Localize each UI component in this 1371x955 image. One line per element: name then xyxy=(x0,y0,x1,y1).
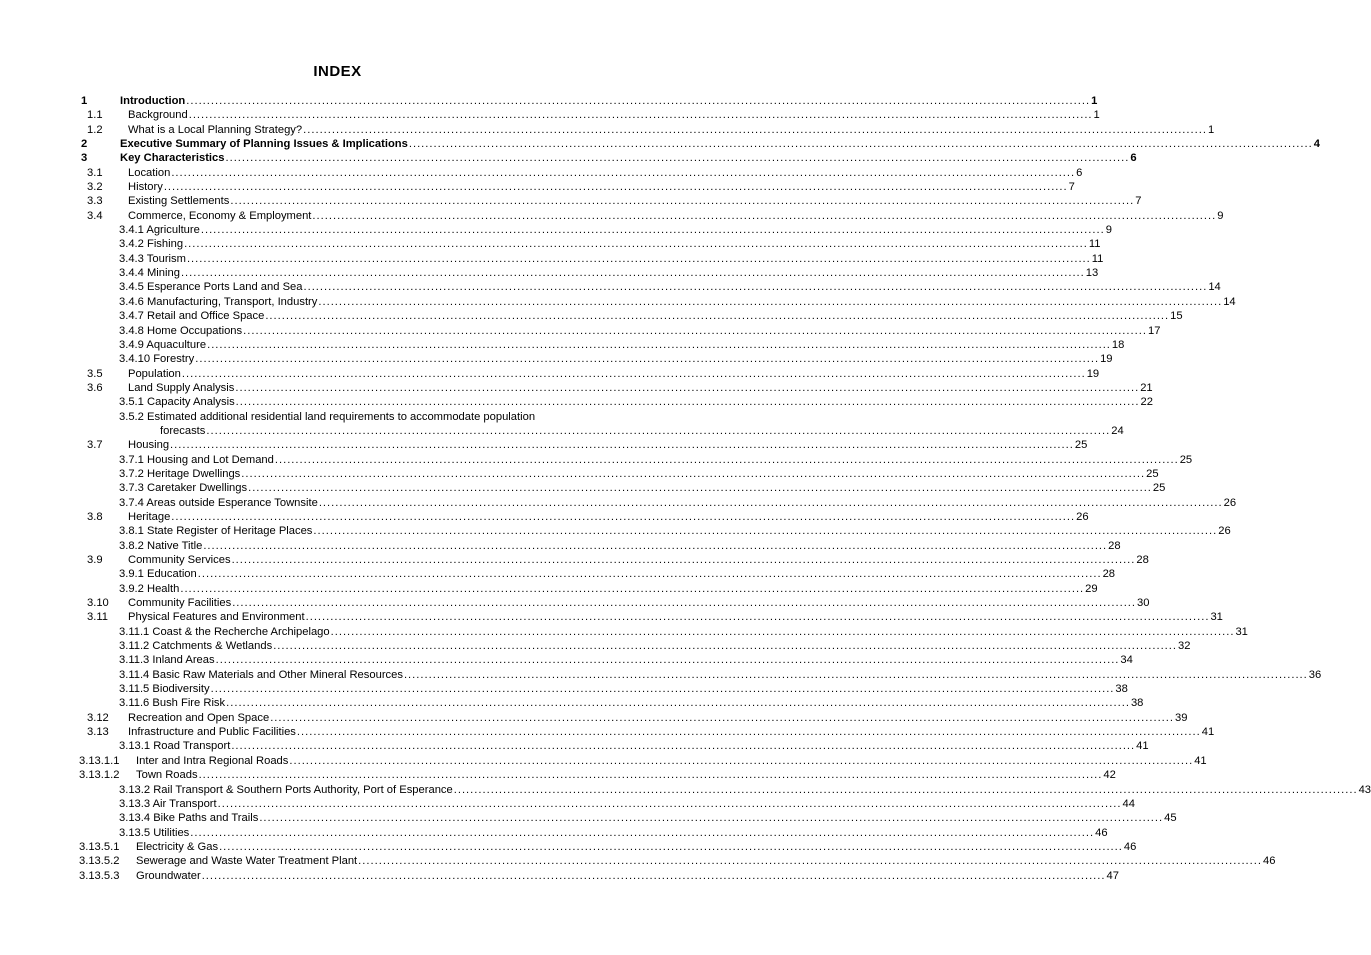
toc-entry-title[interactable]: 3.9.2 Health xyxy=(119,582,180,595)
toc-entry-title[interactable]: 3.4.1 Agriculture xyxy=(119,224,200,237)
toc-entry-title[interactable]: 3.4.6 Manufacturing, Transport, Industry xyxy=(119,295,318,308)
toc-entry-page-number: 15 xyxy=(1170,310,1183,323)
toc-entry[interactable] xyxy=(0,223,1112,237)
toc-entry-line xyxy=(128,553,1149,567)
toc-entry-title[interactable]: 3.4.2 Fishing xyxy=(119,238,184,251)
toc-entry-line xyxy=(119,324,1161,338)
dot-leader: ............................................................................................................................................................................................................................ xyxy=(303,123,1207,136)
toc-entry-line xyxy=(119,539,1121,553)
toc-entry-title[interactable]: 3.4.8 Home Occupations xyxy=(119,324,243,337)
toc-entry-title[interactable]: Introduction xyxy=(120,95,186,107)
toc-entry-title[interactable]: 3.8.1 State Register of Heritage Places xyxy=(119,525,313,538)
toc-entry-page-number: 41 xyxy=(1136,740,1149,753)
toc-entry[interactable] xyxy=(0,108,1100,122)
toc-entry-line xyxy=(128,596,1150,610)
toc-entry-title[interactable]: Commerce, Economy & Employment xyxy=(128,209,312,222)
toc-entry-page-number: 9 xyxy=(1105,224,1112,237)
toc-entry-line xyxy=(128,166,1083,180)
toc-entry[interactable] xyxy=(0,725,1215,739)
toc-entry[interactable] xyxy=(0,539,1121,553)
toc-entry-title[interactable]: Town Roads xyxy=(136,769,198,782)
toc-entry-title[interactable]: 3.7.1 Housing and Lot Demand xyxy=(119,453,274,466)
toc-entry-page-number: 14 xyxy=(1223,295,1236,308)
toc-entry-title[interactable]: 3.4.10 Forestry xyxy=(119,353,195,366)
toc-entry[interactable] xyxy=(0,266,1099,280)
dot-leader: ............................................................................................................................................................................................................................ xyxy=(200,224,1105,237)
toc-entry[interactable] xyxy=(0,696,1144,710)
toc-entry-page-number: 26 xyxy=(1218,525,1231,538)
toc-entry[interactable] xyxy=(0,567,1116,581)
toc-entry-page-number: 39 xyxy=(1175,711,1188,724)
toc-entry-page-number: 21 xyxy=(1140,381,1153,394)
toc-entry-page-number: 29 xyxy=(1085,582,1098,595)
dot-leader: ............................................................................................................................................................................................................................ xyxy=(181,367,1086,380)
toc-entry-line xyxy=(120,94,1098,108)
toc-entry-page-number: 32 xyxy=(1178,640,1191,653)
toc-entry[interactable] xyxy=(0,166,1083,180)
toc-entry-page-number: 6 xyxy=(1130,152,1137,165)
toc-entry[interactable] xyxy=(0,395,1153,409)
toc-entry[interactable] xyxy=(0,768,1116,782)
toc-entry-number: 3.13.1.1 xyxy=(79,754,120,767)
dot-leader: ............................................................................................................................................................................................................................ xyxy=(312,209,1217,222)
dot-leader: ............................................................................................................................................................................................................................ xyxy=(231,740,1136,753)
dot-leader: ............................................................................................................................................................................................................................ xyxy=(243,324,1147,337)
toc-entry-page-number: 7 xyxy=(1135,195,1142,208)
toc-entry[interactable] xyxy=(0,467,1159,481)
dot-leader: ............................................................................................................................................................................................................................ xyxy=(313,525,1218,538)
toc-entry-page-number: 45 xyxy=(1164,812,1177,825)
toc-entry-title[interactable]: Recreation and Open Space xyxy=(128,711,270,724)
toc-entry-title[interactable]: 3.5.1 Capacity Analysis xyxy=(119,396,235,409)
toc-entry[interactable] xyxy=(0,481,1166,495)
toc-entry-line xyxy=(136,768,1116,782)
toc-entry-line xyxy=(119,280,1221,294)
toc-entry-title[interactable]: Electricity & Gas xyxy=(136,840,219,853)
toc-entry-line xyxy=(119,237,1101,251)
toc-entry-number: 3.3 xyxy=(87,195,103,208)
toc-entry-page-number: 6 xyxy=(1076,166,1083,179)
toc-entry-line xyxy=(136,754,1207,768)
toc-entry-number: 1.1 xyxy=(87,109,103,122)
toc-entry-line xyxy=(136,869,1119,883)
toc-entry[interactable] xyxy=(0,668,1322,682)
toc-entry-page-number: 46 xyxy=(1095,826,1108,839)
toc-entry-page-number: 11 xyxy=(1091,252,1104,265)
toc-entry[interactable] xyxy=(0,840,1137,854)
toc-entry[interactable] xyxy=(0,194,1142,208)
toc-entry-title[interactable]: 3.13.5 Utilities xyxy=(119,826,190,839)
dot-leader: ............................................................................................................................................................................................................................ xyxy=(206,424,1111,437)
toc-entry[interactable] xyxy=(0,524,1231,538)
toc-entry-number: 3.10 xyxy=(87,597,109,610)
dot-leader: ............................................................................................................................................................................................................................ xyxy=(190,826,1095,839)
toc-entry[interactable] xyxy=(0,610,1223,624)
toc-entry-page-number: 28 xyxy=(1102,568,1116,581)
toc-entry-line xyxy=(120,137,1320,151)
dot-leader: ............................................................................................................................................................................................................................ xyxy=(215,654,1120,667)
toc-entry-page-number: 41 xyxy=(1201,726,1215,739)
toc-entry-title[interactable]: 3.4.7 Retail and Office Space xyxy=(119,310,265,323)
dot-leader: ............................................................................................................................................................................................................................ xyxy=(231,554,1136,566)
toc-entry-line xyxy=(119,653,1133,667)
dot-leader: ............................................................................................................................................................................................................................ xyxy=(226,697,1130,710)
toc-entry-page-number: 36 xyxy=(1308,668,1322,681)
toc-entry-title[interactable]: Heritage xyxy=(128,510,171,523)
toc-entry-line xyxy=(128,381,1153,395)
toc-entry[interactable] xyxy=(0,625,1248,639)
dot-leader: ............................................................................................................................................................................................................................ xyxy=(318,295,1223,308)
toc-entry-page-number: 13 xyxy=(1085,267,1099,280)
dot-leader: ............................................................................................................................................................................................................................ xyxy=(184,238,1088,251)
toc-entry-number: 3.11 xyxy=(87,611,108,624)
toc-entry-title[interactable]: 3.11.2 Catchments & Wetlands xyxy=(119,640,273,653)
toc-entry-title[interactable]: forecasts xyxy=(160,424,206,437)
toc-entry-line xyxy=(119,410,596,424)
toc-entry-number: 1 xyxy=(81,95,88,107)
toc-entry-line xyxy=(119,524,1231,538)
toc-entry-title[interactable]: 3.4.3 Tourism xyxy=(119,252,186,265)
toc-entry-title[interactable]: History xyxy=(128,181,163,194)
dot-leader: ............................................................................................................................................................................................................................ xyxy=(210,683,1115,696)
dot-leader: ............................................................................................................................................................................................................................ xyxy=(274,453,1179,466)
toc-entry-number: 3.7 xyxy=(87,439,103,452)
toc-entry-title[interactable]: Community Services xyxy=(128,554,231,566)
toc-entry-line xyxy=(119,811,1177,825)
dot-leader: ............................................................................................................................................................................................................................ xyxy=(248,482,1152,495)
toc-entry-page-number: 31 xyxy=(1235,625,1248,638)
toc-entry-page-number: 22 xyxy=(1140,396,1153,409)
toc-entry[interactable] xyxy=(0,711,1188,725)
toc-entry-line xyxy=(119,682,1128,696)
toc-entry-page-number: 38 xyxy=(1115,683,1128,696)
toc-entry-title[interactable]: 3.7.4 Areas outside Esperance Townsite xyxy=(119,496,318,509)
toc-entry-title[interactable]: Existing Settlements xyxy=(128,195,230,208)
toc-entry-line xyxy=(128,194,1142,208)
toc-entry-page-number: 30 xyxy=(1137,597,1150,610)
dot-leader: ............................................................................................................................................................................................................................ xyxy=(235,396,1140,409)
toc-entry[interactable] xyxy=(0,682,1128,696)
dot-leader: ............................................................................................................................................................................................................................ xyxy=(358,855,1262,868)
toc-entry-title[interactable]: What is a Local Planning Strategy? xyxy=(128,123,303,136)
toc-entry-number: 3.5 xyxy=(87,367,103,380)
toc-entry[interactable] xyxy=(0,410,675,424)
toc-entry-number: 3.8 xyxy=(87,510,103,523)
dot-leader: ............................................................................................................................................................................................................................ xyxy=(203,539,1108,552)
toc-entry[interactable] xyxy=(0,280,1221,294)
toc-entry-line xyxy=(119,696,1144,710)
toc-entry-number: 3.13.5.3 xyxy=(79,869,120,882)
toc-entry-line xyxy=(119,266,1099,280)
toc-entry-title[interactable]: 3.13.2 Rail Transport & Southern Ports Authority, Port of Esperance xyxy=(119,783,453,796)
toc-entry[interactable] xyxy=(0,237,1101,251)
toc-entry-title[interactable]: 3.13.1 Road Transport xyxy=(119,740,231,753)
toc-entry-page-number: 9 xyxy=(1217,209,1224,222)
toc-entry[interactable] xyxy=(0,653,1133,667)
dot-leader: ............................................................................................................................................................................................................................ xyxy=(198,769,1103,782)
toc-entry-title[interactable]: Community Facilities xyxy=(128,597,232,610)
toc-entry-title[interactable]: Land Supply Analysis xyxy=(128,381,235,394)
toc-entry-number: 3.1 xyxy=(87,166,103,179)
toc-entry-line xyxy=(119,424,1124,438)
toc-entry-title[interactable]: 3.11.3 Inland Areas xyxy=(119,654,215,667)
toc-entry-page-number: 44 xyxy=(1122,797,1135,810)
toc-entry-line xyxy=(119,352,1113,366)
toc-entry[interactable] xyxy=(0,352,1113,366)
toc-entry-page-number: 25 xyxy=(1074,439,1088,452)
toc-entry-line xyxy=(128,180,1075,194)
toc-entry-title[interactable]: 3.13.4 Bike Paths and Trails xyxy=(119,812,259,825)
dot-leader: ............................................................................................................................................................................................................................ xyxy=(230,195,1135,208)
toc-entry[interactable] xyxy=(0,381,1153,395)
toc-entry[interactable] xyxy=(0,854,1276,868)
toc-entry-line xyxy=(128,367,1100,381)
toc-entry-page-number: 46 xyxy=(1263,855,1276,868)
toc-entry-number: 2 xyxy=(81,138,88,151)
dot-leader: ............................................................................................................................................................................................................................ xyxy=(453,783,1358,796)
toc-entry[interactable] xyxy=(0,797,1135,811)
toc-entry-line xyxy=(136,840,1137,854)
toc-entry[interactable] xyxy=(0,553,1149,567)
dot-leader: ............................................................................................................................................................................................................................ xyxy=(305,611,1210,624)
toc-entry-title[interactable]: 3.8.2 Native Title xyxy=(119,539,203,552)
toc-entry-number: 3 xyxy=(81,152,88,165)
toc-entry-page-number: 11 xyxy=(1088,238,1101,251)
dot-leader: ............................................................................................................................................................................................................................ xyxy=(186,95,1091,107)
toc-entry-number: 3.13 xyxy=(87,726,109,739)
toc-entry-page-number: 28 xyxy=(1136,554,1149,566)
toc-entry-page-number: 14 xyxy=(1208,281,1221,294)
table-of-contents xyxy=(0,94,1371,883)
toc-entry-page-number: 31 xyxy=(1210,611,1223,624)
toc-entry-line xyxy=(136,854,1276,868)
toc-entry-title[interactable]: 3.11.4 Basic Raw Materials and Other Mineral Resources xyxy=(119,668,403,681)
toc-entry[interactable] xyxy=(0,811,1177,825)
toc-entry-title[interactable]: 3.11.5 Biodiversity xyxy=(119,683,210,696)
toc-entry-line xyxy=(128,209,1224,223)
dot-leader: ............................................................................................................................................................................................................................ xyxy=(219,840,1123,853)
toc-entry-page-number: 19 xyxy=(1086,367,1100,380)
dot-leader: ............................................................................................................................................................................................................................ xyxy=(195,353,1100,366)
dot-leader: ............................................................................................................................................................................................................................ xyxy=(318,496,1223,509)
toc-entry-page-number: 1 xyxy=(1207,123,1215,136)
page-title: INDEX xyxy=(313,63,362,80)
dot-leader: ............................................................................................................................................................................................................................ xyxy=(171,166,1076,179)
toc-entry[interactable] xyxy=(0,367,1100,381)
toc-entry[interactable] xyxy=(0,180,1075,194)
toc-entry[interactable] xyxy=(0,783,1371,797)
toc-entry-title[interactable]: Physical Features and Environment xyxy=(128,611,305,624)
toc-entry-title[interactable]: 3.7.2 Heritage Dwellings xyxy=(119,467,241,480)
toc-entry-line xyxy=(119,453,1193,467)
toc-entry-title[interactable]: 3.9.1 Education xyxy=(119,568,197,581)
toc-entry[interactable] xyxy=(0,209,1224,223)
toc-entry[interactable] xyxy=(0,309,1183,323)
toc-entry-title[interactable]: Sewerage and Waste Water Treatment Plant xyxy=(136,855,358,868)
toc-entry[interactable] xyxy=(0,869,1119,883)
toc-entry-line xyxy=(119,639,1191,653)
toc-entry-line xyxy=(119,309,1183,323)
dot-leader: ............................................................................................................................................................................................................................ xyxy=(188,109,1093,122)
dot-leader: ............................................................................................................................................................................................................................ xyxy=(241,467,1146,480)
dot-leader: ............................................................................................................................................................................................................................ xyxy=(197,568,1102,581)
toc-entry[interactable] xyxy=(0,582,1098,596)
toc-entry-line xyxy=(119,567,1116,581)
toc-entry-title[interactable]: 3.13.3 Air Transport xyxy=(119,797,217,810)
toc-entry-page-number: 46 xyxy=(1123,840,1137,853)
toc-entry-line xyxy=(119,625,1248,639)
toc-entry-line xyxy=(128,108,1100,122)
toc-entry-line xyxy=(119,395,1153,409)
toc-entry[interactable] xyxy=(0,252,1104,266)
dot-leader: ............................................................................................................................................................................................................................ xyxy=(303,281,1208,294)
toc-entry-page-number: 41 xyxy=(1194,754,1207,767)
toc-entry-page-number: 47 xyxy=(1106,869,1119,882)
toc-entry-title[interactable]: Population xyxy=(128,367,181,380)
dot-leader: ............................................................................................................................................................................................................................ xyxy=(201,869,1106,882)
dot-leader: ............................................................................................................................................................................................................................ xyxy=(235,381,1140,394)
toc-entry-number: 3.2 xyxy=(87,181,103,194)
toc-entry-page-number: 25 xyxy=(1146,467,1159,480)
toc-entry-title[interactable]: Executive Summary of Planning Issues & Implications xyxy=(120,138,408,151)
toc-entry-title[interactable]: 3.7.3 Caretaker Dwellings xyxy=(119,482,248,495)
toc-entry[interactable] xyxy=(0,123,1215,137)
dot-leader: ............................................................................................................................................................................................................................ xyxy=(330,625,1235,638)
toc-entry-title[interactable]: Background xyxy=(128,109,188,122)
toc-entry[interactable] xyxy=(0,496,1237,510)
toc-entry-page-number: 24 xyxy=(1111,424,1124,437)
toc-entry-number: 3.13.5.2 xyxy=(79,855,120,868)
toc-entry[interactable] xyxy=(0,438,1088,452)
toc-entry-line xyxy=(128,725,1215,739)
toc-entry-page-number: 18 xyxy=(1111,338,1125,351)
toc-entry-page-number: 19 xyxy=(1100,353,1113,366)
toc-entry-title[interactable]: Key Characteristics xyxy=(120,152,225,165)
toc-entry[interactable] xyxy=(0,94,1098,108)
toc-entry[interactable] xyxy=(0,295,1236,309)
toc-entry[interactable] xyxy=(0,424,1124,438)
toc-entry[interactable] xyxy=(0,338,1125,352)
dot-leader: ............................................................................................................................................................................................................................ xyxy=(265,310,1170,323)
toc-entry-number: 3.13.1.2 xyxy=(79,769,120,782)
toc-entry[interactable] xyxy=(0,739,1149,753)
toc-entry[interactable] xyxy=(0,826,1108,840)
toc-entry-line xyxy=(128,610,1223,624)
toc-entry-page-number: 25 xyxy=(1152,482,1166,495)
toc-entry-line xyxy=(128,123,1215,137)
dot-leader: ............................................................................................................................................................................................................................ xyxy=(296,726,1201,739)
toc-entry-line xyxy=(119,582,1098,596)
toc-entry[interactable] xyxy=(0,324,1161,338)
toc-entry-title[interactable]: Housing xyxy=(128,439,170,452)
toc-entry[interactable] xyxy=(0,639,1191,653)
toc-entry-line xyxy=(119,783,1371,797)
toc-entry-title[interactable]: 3.4.9 Aquaculture xyxy=(119,338,207,351)
toc-entry-line xyxy=(120,151,1137,165)
dot-leader: ............................................................................................................................................................................................................................ xyxy=(408,138,1313,151)
toc-entry-number: 3.12 xyxy=(87,711,109,724)
dot-leader: ............................................................................................................................................................................................................................ xyxy=(289,754,1194,767)
toc-entry[interactable] xyxy=(0,754,1207,768)
toc-entry-line xyxy=(119,739,1149,753)
toc-entry-page-number: 1 xyxy=(1091,95,1098,107)
dot-leader: ............................................................................................................................................................................................................................ xyxy=(207,338,1111,351)
toc-entry-page-number: 4 xyxy=(1313,138,1320,151)
toc-entry-page-number: 25 xyxy=(1179,453,1193,466)
toc-entry-line xyxy=(128,711,1188,725)
toc-entry-title[interactable]: 3.11.1 Coast & the Recherche Archipelago xyxy=(119,625,330,638)
toc-entry-title[interactable]: 3.4.4 Mining xyxy=(119,267,180,280)
toc-entry-line xyxy=(119,797,1135,811)
dot-leader: ............................................................................................................................................................................................................................ xyxy=(273,640,1178,653)
dot-leader: ............................................................................................................................................................................................................................ xyxy=(270,711,1175,724)
toc-entry-line xyxy=(119,668,1322,682)
toc-entry-page-number: 34 xyxy=(1120,654,1133,667)
toc-entry-line xyxy=(119,826,1108,840)
toc-entry-page-number: 26 xyxy=(1076,510,1089,523)
toc-entry-number: 1.2 xyxy=(87,123,103,136)
toc-entry-page-number: 38 xyxy=(1130,697,1144,710)
toc-entry-line xyxy=(119,496,1237,510)
dot-leader: ............................................................................................................................................................................................................................ xyxy=(163,181,1068,194)
dot-leader: ............................................................................................................................................................................................................................ xyxy=(170,439,1074,452)
toc-entry[interactable] xyxy=(0,596,1150,610)
toc-entry[interactable] xyxy=(0,137,1320,151)
toc-entry[interactable] xyxy=(0,453,1193,467)
dot-leader: ............................................................................................................................................................................................................................ xyxy=(259,812,1164,825)
toc-entry-title[interactable]: 3.4.5 Esperance Ports Land and Sea xyxy=(119,281,303,294)
dot-leader: ............................................................................................................................................................................................................................ xyxy=(403,668,1308,681)
toc-entry-title[interactable]: Inter and Intra Regional Roads xyxy=(136,754,289,767)
dot-leader: ............................................................................................................................................................................................................................ xyxy=(186,252,1091,265)
dot-leader: ............................................................................................................................................................................................................................ xyxy=(171,510,1076,523)
toc-entry-page-number: 28 xyxy=(1108,539,1121,552)
toc-entry-number: 3.4 xyxy=(87,209,103,222)
toc-entry-line xyxy=(119,481,1166,495)
toc-entry-page-number: 42 xyxy=(1103,769,1116,782)
toc-entry-page-number: 7 xyxy=(1068,181,1075,194)
toc-entry-line xyxy=(128,510,1089,524)
dot-leader: ............................................................................................................................................................................................................................ xyxy=(225,152,1130,165)
toc-entry-title[interactable]: 3.11.6 Bush Fire Risk xyxy=(119,697,226,710)
toc-entry-number: 3.13.5.1 xyxy=(79,840,120,853)
toc-entry-line xyxy=(119,252,1104,266)
toc-entry-line xyxy=(128,438,1088,452)
toc-entry-title[interactable]: Groundwater xyxy=(136,869,201,882)
toc-entry-line xyxy=(119,295,1236,309)
toc-entry[interactable] xyxy=(0,510,1089,524)
toc-entry-number: 3.6 xyxy=(87,381,103,394)
dot-leader: ............................................................................................................................................................................................................................ xyxy=(180,582,1085,595)
toc-entry-line xyxy=(119,223,1112,237)
toc-entry-page-number: 1 xyxy=(1093,109,1100,122)
toc-entry-line xyxy=(119,467,1159,481)
toc-entry-title[interactable]: Infrastructure and Public Facilities xyxy=(128,726,296,739)
toc-entry-line xyxy=(119,338,1125,352)
toc-entry[interactable] xyxy=(0,151,1137,165)
toc-entry-number: 3.9 xyxy=(87,554,103,566)
toc-entry-page-number: 43 xyxy=(1358,783,1371,796)
toc-entry-title[interactable]: Location xyxy=(128,166,171,179)
dot-leader: ............................................................................................................................................................................................................................ xyxy=(217,797,1122,810)
dot-leader: ............................................................................................................................................................................................................................ xyxy=(180,267,1085,280)
toc-entry-page-number: 26 xyxy=(1223,496,1237,509)
toc-entry-page-number: 17 xyxy=(1147,324,1161,337)
dot-leader: ............................................................................................................................................................................................................................ xyxy=(232,597,1137,610)
toc-entry-title[interactable]: 3.5.2 Estimated additional residential land requirements to accommodate population xyxy=(119,410,536,423)
